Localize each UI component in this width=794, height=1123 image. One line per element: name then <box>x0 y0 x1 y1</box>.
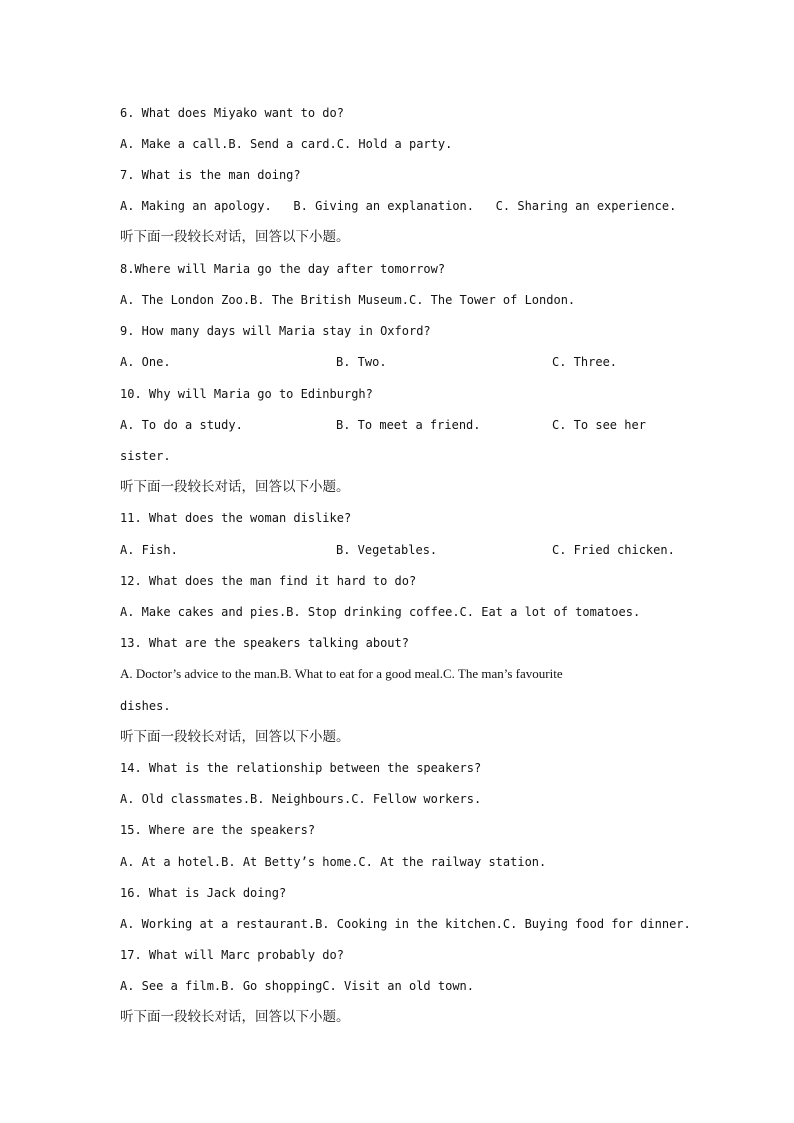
question-12-stem: 12. What does the man find it hard to do? <box>120 574 417 588</box>
question-10-option-a: A. To do a study. <box>120 418 243 432</box>
question-13-stem: 13. What are the speakers talking about? <box>120 636 409 650</box>
question-7-stem: 7. What is the man doing? <box>120 168 301 182</box>
question-10-stem: 10. Why will Maria go to Edinburgh? <box>120 387 373 401</box>
question-13-options-continued: dishes. <box>120 699 171 713</box>
question-17-options: A. See a film.B. Go shoppingC. Visit an old town. <box>120 979 475 993</box>
question-15-options: A. At a hotel.B. At Betty’s home.C. At the railway station. <box>120 855 547 869</box>
question-10-option-b: B. To meet a friend. <box>336 418 481 432</box>
question-7-options: A. Making an apology. B. Giving an explanation. C. Sharing an experience. <box>120 199 677 213</box>
question-6-stem: 6. What does Miyako want to do? <box>120 106 344 120</box>
question-14-options: A. Old classmates.B. Neighbours.C. Fellow workers. <box>120 792 482 806</box>
section-instruction: 听下面一段较长对话，回答以下小题。 <box>120 229 350 245</box>
section-instruction: 听下面一段较长对话，回答以下小题。 <box>120 729 350 745</box>
question-16-options: A. Working at a restaurant.B. Cooking in the kitchen.C. Buying food for dinner. <box>120 917 691 931</box>
question-12-options: A. Make cakes and pies.B. Stop drinking coffee.C. Eat a lot of tomatoes. <box>120 605 641 619</box>
question-10-option-c: C. To see her <box>552 418 646 432</box>
question-16-stem: 16. What is Jack doing? <box>120 886 287 900</box>
question-10-option-c-continued: sister. <box>120 449 171 463</box>
question-9-option-a: A. One. <box>120 355 171 369</box>
question-11-option-b: B. Vegetables. <box>336 543 438 557</box>
question-13-options: A. Doctor’s advice to the man.B. What to eat for a good meal.C. The man’s favourite <box>120 666 563 681</box>
section-instruction: 听下面一段较长对话，回答以下小题。 <box>120 1009 350 1025</box>
question-9-option-b: B. Two. <box>336 355 387 369</box>
question-8-stem: 8.Where will Maria go the day after tomorrow? <box>120 262 446 276</box>
section-instruction: 听下面一段较长对话，回答以下小题。 <box>120 479 350 495</box>
question-8-options: A. The London Zoo.B. The British Museum.C. The Tower of London. <box>120 293 576 307</box>
question-11-option-a: A. Fish. <box>120 543 178 557</box>
question-17-stem: 17. What will Marc probably do? <box>120 948 344 962</box>
question-14-stem: 14. What is the relationship between the speakers? <box>120 761 482 775</box>
question-6-options: A. Make a call.B. Send a card.C. Hold a party. <box>120 137 453 151</box>
question-9-stem: 9. How many days will Maria stay in Oxford? <box>120 324 431 338</box>
question-15-stem: 15. Where are the speakers? <box>120 823 316 837</box>
question-11-stem: 11. What does the woman dislike? <box>120 511 352 525</box>
question-11-option-c: C. Fried chicken. <box>552 543 675 557</box>
question-9-option-c: C. Three. <box>552 355 618 369</box>
